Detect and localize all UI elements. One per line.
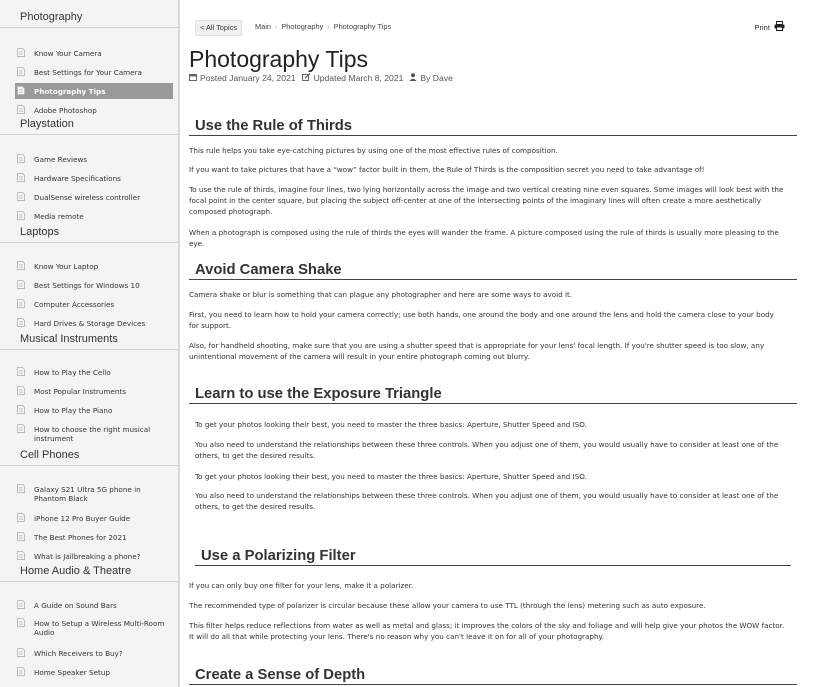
sidebar-item-label: How to Play the Cello	[34, 368, 111, 377]
document-icon	[17, 551, 25, 560]
sidebar-item[interactable]	[15, 45, 173, 61]
sidebar-item-label: Home Speaker Setup	[34, 668, 110, 677]
paragraph: If you can only buy one filter for your lens, make it a polarizer.	[189, 581, 414, 590]
sidebar-item-label: How to choose the right musical instrument	[34, 425, 151, 443]
paragraph: Camera shake or blur is something that can plague any photographer and here are some ways to avoid it.	[189, 290, 573, 299]
document-icon	[17, 386, 25, 395]
paragraph: If you want to take pictures that have a “wow” factor built in them, the Rule of Thirds is the composition secret you need to take advantage of!	[189, 165, 705, 174]
breadcrumb-current: Photography Tips	[333, 22, 392, 31]
document-icon	[17, 648, 25, 657]
sidebar-item-label: Best Settings for Windows 10	[34, 281, 140, 290]
sidebar-item-label: iPhone 12 Pro Buyer Guide	[34, 514, 131, 523]
document-icon	[17, 48, 25, 57]
chevron-right-icon: ›	[327, 24, 330, 31]
document-icon	[17, 532, 25, 541]
sidebar-item-label: Best Settings for Your Camera	[34, 68, 142, 77]
sidebar-category-title: Laptops	[0, 223, 178, 243]
sidebar-item-label: Know Your Camera	[34, 49, 102, 58]
sidebar-item[interactable]	[15, 170, 173, 186]
document-icon	[17, 424, 25, 433]
sidebar-item-label: Most Popular Instruments	[34, 387, 126, 396]
sidebar-item-label: Computer Accessories	[34, 300, 115, 309]
printer-icon	[774, 21, 785, 35]
calendar-icon	[189, 73, 197, 84]
posted-date	[189, 73, 296, 84]
sidebar-category-title: Home Audio & Theatre	[0, 562, 178, 582]
document-icon	[17, 86, 25, 95]
sidebar-item-label: Know Your Laptop	[34, 262, 99, 271]
paragraph: The recommended type of polarizer is circular because these allow your camera to use TTL (through the lens) metering such as auto exposure.	[189, 601, 706, 610]
updated-label: Updated March 8, 2021	[313, 73, 404, 83]
sidebar-item[interactable]	[15, 615, 173, 640]
sidebar-item[interactable]	[15, 510, 173, 526]
breadcrumb-photography[interactable]: Photography	[281, 22, 324, 31]
paragraph: First, you need to learn how to hold your camera correctly; use both hands, one around the body and one around the lens and hold the camera close to your body for support.	[189, 310, 774, 330]
breadcrumb	[255, 21, 391, 34]
sidebar-item[interactable]	[15, 189, 173, 205]
sidebar-item[interactable]	[15, 383, 173, 399]
document-icon	[17, 105, 25, 114]
sidebar-item[interactable]	[15, 315, 173, 331]
sidebar-category-title: Cell Phones	[0, 446, 178, 466]
sidebar-item-label: Game Reviews	[34, 155, 88, 164]
sidebar-item-label: Adobe Photoshop	[34, 106, 97, 115]
sidebar-category-title: Photography	[0, 8, 178, 28]
section-heading: Learn to use the Exposure Triangle	[189, 385, 797, 404]
sidebar-item[interactable]	[15, 645, 173, 661]
section-heading: Use the Rule of Thirds	[189, 117, 797, 136]
document-icon	[17, 173, 25, 182]
paragraph: This filter helps reduce reflections from water as well as metal and glass; it improves the colors of the sky and foliage and will help give your photos the WOW factor. It will do all that while protecting your lens. There's no reason why you can't leave it on for all of your photography.	[189, 621, 785, 641]
page-title: Photography Tips	[189, 46, 369, 72]
document-icon	[17, 192, 25, 201]
document-icon	[17, 513, 25, 522]
sidebar-item[interactable]	[15, 597, 173, 613]
paragraph: You also need to understand the relationships between these three controls. When you adjust one of them, you would usually have to consider at least one of the others, to get the desired results.	[195, 491, 779, 511]
sidebar-item[interactable]	[15, 364, 173, 380]
updated-date	[302, 73, 404, 84]
sidebar-item-label: How to Setup a Wireless Multi-Room Audio	[34, 619, 165, 637]
all-topics-button[interactable]: < All Topics	[195, 20, 242, 36]
sidebar-item-label: Media remote	[34, 212, 84, 221]
paragraph: To get your photos looking their best, you need to master the three basics: Aperture, Shutter Speed and ISO.	[195, 420, 587, 429]
paragraph: This rule helps you take eye-catching pictures by using one of the most effective rules of composition.	[189, 146, 558, 155]
sidebar-item[interactable]	[15, 296, 173, 312]
sidebar-item-label: Hardware Specifications	[34, 174, 121, 183]
section-heading: Create a Sense of Depth	[189, 666, 797, 685]
document-icon	[17, 405, 25, 414]
topbar	[189, 20, 815, 34]
sidebar-item[interactable]	[15, 277, 173, 293]
print-label: Print	[754, 23, 770, 32]
sidebar-item-label: What is Jailbreaking a phone?	[34, 552, 141, 561]
sidebar-item-label: Galaxy S21 Ultra 5G phone in Phantom Black	[34, 485, 141, 503]
posted-label: Posted January 24, 2021	[200, 73, 296, 83]
sidebar-item-label: Hard Drives & Storage Devices	[34, 319, 146, 328]
sidebar-item[interactable]	[15, 481, 173, 506]
sidebar-category-title: Playstation	[0, 115, 178, 135]
sidebar-item[interactable]	[15, 64, 173, 80]
document-icon	[17, 67, 25, 76]
sidebar-item-label: A Guide on Sound Bars	[34, 601, 117, 610]
edit-icon	[302, 73, 311, 84]
sidebar-item[interactable]	[15, 151, 173, 167]
document-icon	[17, 318, 25, 327]
document-icon	[17, 154, 25, 163]
sidebar-item[interactable]	[15, 529, 173, 545]
sidebar-item-label: Photography Tips	[34, 87, 106, 96]
document-icon	[17, 484, 25, 493]
sidebar-item[interactable]	[15, 664, 173, 680]
section-heading: Use a Polarizing Filter	[195, 547, 791, 566]
paragraph: To get your photos looking their best, you need to master the three basics: Aperture, Shutter Speed and ISO.	[195, 472, 587, 481]
chevron-right-icon: ›	[275, 24, 278, 31]
sidebar	[0, 0, 180, 687]
document-icon	[17, 280, 25, 289]
breadcrumb-main[interactable]: Main	[255, 22, 272, 31]
sidebar-item[interactable]	[15, 402, 173, 418]
document-icon	[17, 600, 25, 609]
print-button[interactable]	[754, 21, 785, 35]
paragraph: When a photograph is composed using the rule of thirds the eyes will wander the frame. A picture composed using the rule of thirds is usually more pleasing to the eye.	[189, 228, 779, 248]
sidebar-item-label: The Best Phones for 2021	[34, 533, 127, 542]
document-icon	[17, 667, 25, 676]
author-label: By Dave	[420, 73, 453, 83]
author	[409, 73, 452, 84]
user-icon	[409, 73, 417, 84]
sidebar-item[interactable]	[15, 83, 173, 99]
sidebar-item-label: How to Play the Piano	[34, 406, 113, 415]
document-icon	[17, 618, 25, 627]
sidebar-item[interactable]	[15, 421, 173, 446]
main-content	[189, 0, 815, 687]
sidebar-item-label: Which Receivers to Buy?	[34, 649, 123, 658]
document-icon	[17, 211, 25, 220]
sidebar-item[interactable]	[15, 208, 173, 224]
sidebar-item[interactable]	[15, 258, 173, 274]
sidebar-item-label: DualSense wireless controller	[34, 193, 141, 202]
paragraph: To use the rule of thirds, imagine four lines, two lying horizontally across the image and two vertical creating nine even squares. Some images will look best with the focal point in the center square, but placing the subject off-center at one of the intersecting points of the imaginary lines will often create a more aesthetically composed photograph.	[189, 185, 784, 216]
document-icon	[17, 261, 25, 270]
paragraph: Also, for handheld shooting, make sure that you are using a shutter speed that is appropriate for your lens' focal length. If you're shutter speed is too slow, any unintentional movement of the camera will result in your entire photograph coming out blurry.	[189, 341, 765, 361]
section-heading: Avoid Camera Shake	[189, 261, 797, 280]
paragraph: You also need to understand the relationships between these three controls. When you adjust one of them, you would usually have to consider at least one of the others, to get the desired results.	[195, 440, 779, 460]
article-meta	[189, 73, 459, 84]
document-icon	[17, 299, 25, 308]
document-icon	[17, 367, 25, 376]
sidebar-category-title: Musical Instruments	[0, 330, 178, 350]
